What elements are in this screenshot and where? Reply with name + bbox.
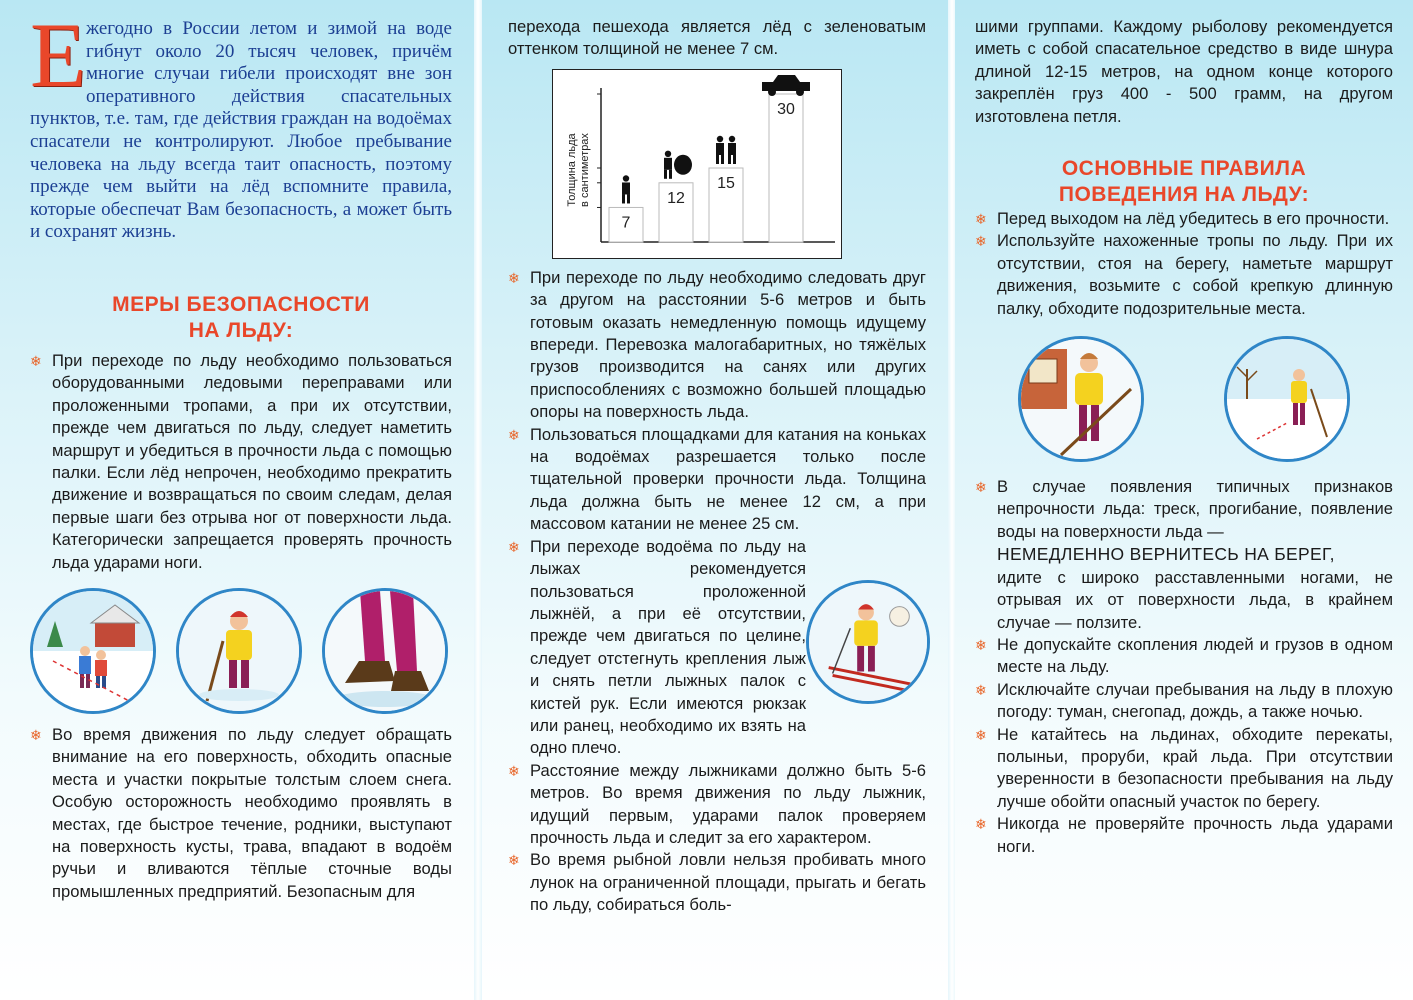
car-icon-roof: [773, 75, 800, 82]
car-icon-wheel: [796, 88, 804, 96]
illustration-walking-route: [1224, 336, 1350, 462]
chart-value-label: 30: [777, 100, 795, 118]
chart-ylabel-line2: в сантиметрах: [579, 132, 591, 207]
col3-bullet-2: [975, 230, 1393, 320]
snowflake-icon: ❄: [508, 269, 520, 286]
group-person-icon-head: [729, 136, 735, 142]
person-with-load-icon-leg: [669, 170, 672, 179]
fold-line-1: [474, 0, 482, 1000]
snowflake-icon: ❄: [975, 636, 987, 653]
col3-bullet-3-text-c: идите с широко расставленными ногами, не отрывая их от поверхности льда, в крайнем случае — ползите.: [997, 567, 1393, 632]
illustration-legs-on-ice: [322, 588, 448, 714]
col3-bullet-3-emphasis: НЕМЕДЛЕННО ВЕРНИТЕСЬ НА БЕРЕГ,: [997, 544, 1335, 565]
col2-bullet-1-text: При переходе по льду необходимо следовать друг за другом на расстоянии 5-6 метров и быть готовым оказать немедленную помощь идущему впереди. Перевозка малогабаритных, но тяжёлых грузов производится на санях или других приспособлениях с возможно большей площадью опоры на поверхность льда.: [530, 267, 926, 422]
ski-block: [508, 536, 926, 760]
col3-illustrations: [975, 336, 1393, 462]
intro-text: жегодно в России летом и зимой на воде гибнут около 20 тысяч человек, причём многие случаи гибели происходят вне зон оперативного действия спасательных пунктов, т.е. там, где действия граждан на водоёмах спасатели не контролируют. Любое пребывание человека на льду всегда таит опасность, поэтому прежде чем выйти на лёд вспомните правила, которые обеспечат Вам безопасность, а может быть и сохранят жизнь.: [30, 18, 452, 243]
person-icon-head: [623, 175, 629, 181]
car-icon-wheel: [768, 88, 776, 96]
col3-bullet-3-text-a: В случае появления типичных признаков непрочности льда: треск, прогибание, появление воды на поверхности льда —: [997, 477, 1393, 541]
illustration-person-with-stick: [1018, 336, 1144, 462]
col3-bullet-3: [975, 476, 1393, 634]
snowflake-icon: ❄: [975, 233, 987, 250]
section1-bullet-1: [30, 350, 452, 574]
col3-top-text: шими группами. Каждому рыболову рекомендуется иметь с собой спасательное средство в виде шнура длиной 12-15 метров, на одном конце которого закреплён груз 400 - 500 грамм, на другом изготовлена петля.: [975, 17, 1393, 126]
panel-left: [0, 0, 474, 1000]
col3-bullet-1-text: Перед выходом на лёд убедитесь в его прочности.: [997, 209, 1390, 229]
group-person-icon-leg: [733, 155, 736, 164]
snowflake-icon: ❄: [975, 816, 987, 833]
panel-right: [955, 0, 1413, 1000]
load-icon: [674, 155, 692, 175]
snowflake-icon: ❄: [975, 681, 987, 698]
group-person-icon-body: [716, 143, 724, 155]
person-icon-leg: [622, 194, 625, 203]
ice-thickness-chart: [552, 69, 842, 259]
col2-bullet-1: [508, 267, 926, 424]
person-icon-body: [622, 182, 630, 194]
ice-thickness-chart-svg: [553, 70, 840, 257]
person-with-load-icon-head: [665, 150, 671, 156]
col3-bullet-5-text: Исключайте случаи пребывания на льду в плохую погоду: туман, снегопад, дождь, а также ночью.: [997, 679, 1393, 722]
col3-bullet-4-text: Не допускайте скопления людей и грузов в одном месте на льду.: [997, 634, 1393, 677]
section1-bullet-1-text: При переходе по льду необходимо пользоваться оборудованными ледовыми переправами или проложенными тропами, а при их отсутствии, прежде чем двигаться по льду, следует наметить маршрут и убедиться в прочности льда с помощью палки. Если лёд непрочен, необходимо прекратить движение и возвращаться по своим следам, делая первые шаги без отрыва ног от поверхности льда. Категорически запрещается проверять прочность льда ударами ноги.: [52, 350, 452, 572]
snowflake-icon: ❄: [508, 426, 520, 443]
snowflake-icon: ❄: [30, 352, 42, 369]
chart-value-label: 7: [621, 214, 631, 232]
col3-bullet-2-text: Используйте нахоженные тропы по льду. При их отсутствии, стоя на берегу, наметьте маршрут движения, возьмите с собой крепкую длинную палку, обходите подозрительные места.: [997, 231, 1393, 318]
section1-bullet-2: [30, 724, 452, 903]
col2-bullet-3-text: При переходе водоёма по льду на лыжах рекомендуется пользоваться проложенной лыжнёй, а при её отсутствии, прежде чем двигаться по целине, следует отстегнуть крепления лыж и снять петли лыжных палок с кистей рук. Если имеются рюкзак или ранец, необходимо их взять на одно плечо.: [530, 536, 806, 758]
snowflake-icon: ❄: [975, 211, 987, 228]
illustration-group-walking: [30, 588, 156, 714]
chart-ylabel-line1: Толщина льда: [566, 133, 578, 207]
snowflake-icon: ❄: [975, 479, 987, 496]
illustration-skier: [806, 580, 930, 704]
section1-heading-line2: НА ЛЬДУ:: [188, 318, 294, 342]
col3-bullet-5: [975, 679, 1393, 724]
col2-bullet-4-text: Расстояние между лыжниками должно быть 5-6 метров. Во время движения по льду лыжник, идущий первым, ударами палок проверяем прочность льда и следит за его характером.: [530, 760, 926, 847]
section1-heading-line1: МЕРЫ БЕЗОПАСНОСТИ: [112, 292, 370, 316]
group-person-icon-body: [728, 143, 736, 155]
illustration-checking-ice-with-stick: [176, 588, 302, 714]
snowflake-icon: ❄: [30, 727, 42, 743]
col2-bullet-4: [508, 760, 926, 850]
group-person-icon-leg: [728, 155, 731, 164]
col3-bullet-6-text: Не катайтесь на льдинах, обходите перекаты, полыньи, проруби, край льда. При отсутствии уверенности в безопасности пребывания на льду лучше обойти опасный участок по берегу.: [997, 724, 1393, 811]
col2-bullet-5: [508, 849, 926, 916]
intro-paragraph: [30, 4, 452, 244]
group-person-icon-head: [717, 136, 723, 142]
section1-bullet-2-text: Во время движения по льду следует обращать внимание на его поверхность, обходить опасные места и участки покрытые толстым слоем снега. Особую осторожность необходимо проявлять в местах, где быстрое течение, родники, выступают на поверхность кусты, трава, впадают в водоём ручьи и вливаются тёплые сточные воды промышленных предприятий. Безопасным для: [52, 725, 452, 901]
snowflake-icon: ❄: [508, 762, 520, 779]
person-with-load-icon-leg: [664, 170, 667, 179]
intro-dropcap: Е: [30, 4, 87, 106]
col2-bullet-5-text: Во время рыбной ловли нельзя пробивать много лунок на ограниченной площади, прыгать и бегать по льду, собираться боль-: [530, 850, 926, 915]
person-with-load-icon-body: [664, 158, 672, 170]
panel-middle: [482, 0, 948, 1000]
col3-bullet-1: [975, 208, 1393, 230]
col3-heading-line1: ОСНОВНЫЕ ПРАВИЛА: [1061, 157, 1307, 181]
col2-bullet-2: [508, 424, 926, 536]
chart-value-label: 15: [717, 174, 735, 192]
col3-heading-line2: ПОВЕДЕНИЯ НА ЛЬДУ:: [1058, 183, 1310, 207]
snowflake-icon: ❄: [508, 852, 520, 869]
col3-bullet-7: [975, 813, 1393, 858]
snowflake-icon: ❄: [508, 538, 520, 555]
col3-bullet-6: [975, 724, 1393, 814]
col3-bullet-7-text: Никогда не проверяйте прочность льда ударами ноги.: [997, 814, 1393, 856]
snowflake-icon: ❄: [975, 726, 987, 743]
group-person-icon-leg: [721, 155, 724, 164]
col3-bullet-4: [975, 634, 1393, 679]
col2-top-text: перехода пешехода является лёд с зеленоватым оттенком толщиной не менее 7 см.: [508, 17, 926, 59]
col2-bullet-2-text: Пользоваться площадками для катания на коньках на водоёмах разрешается только после тщательной проверки прочности льда. Толщина льда должна быть не менее 12 см, а при массовом катании не менее 25 см.: [530, 424, 926, 534]
section1-illustrations: [30, 588, 448, 714]
chart-value-label: 12: [667, 189, 685, 207]
person-icon-leg: [627, 194, 630, 203]
group-person-icon-leg: [716, 155, 719, 164]
